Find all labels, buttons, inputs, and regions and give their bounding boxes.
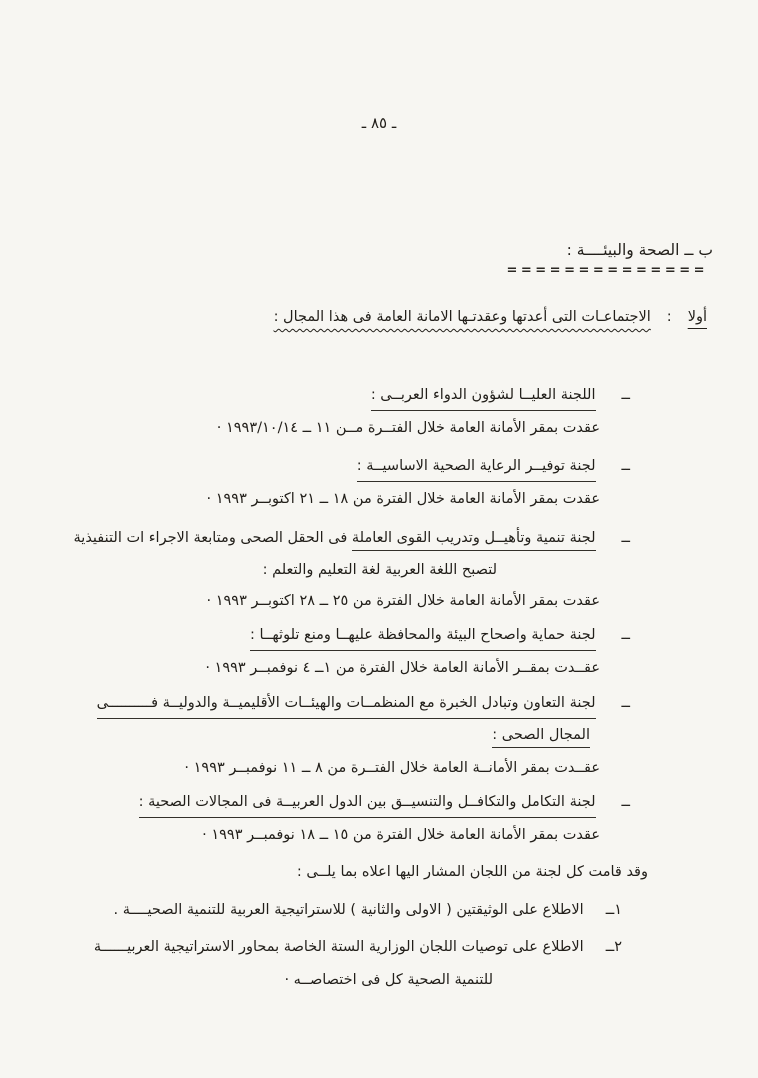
first-heading-separator: : bbox=[666, 309, 672, 325]
committee-2-meeting-info: عقدت بمقر الأمانة العامة خلال الفترة من ١٨ ــ ٢١ اكتوبــر ١٩٩٣ · bbox=[206, 491, 600, 507]
list-item-2-text: الاطلاع على توصيات اللجان الوزارية الستة الخاصة بمحاور الاستراتيجية العربيــــــة bbox=[93, 939, 584, 955]
dash-bullet: ــ bbox=[621, 530, 630, 546]
list-item-1-number: ١ــ bbox=[605, 902, 622, 918]
committee-3-meeting-info: عقدت بمقر الأمانة العامة خلال الفترة من ٢٥ ــ ٢٨ اكتوبــر ١٩٩٣ · bbox=[206, 593, 600, 609]
committee-5-title-line bbox=[97, 692, 630, 719]
committee-3-title-rest: فى الحقل الصحى ومتابعة الاجراء ات التنفيذية bbox=[73, 530, 348, 546]
dash-bullet: ــ bbox=[621, 458, 630, 474]
committee-3-title-line2: لتصبح اللغة العربية لغة التعليم والتعلم : bbox=[262, 562, 497, 578]
section-header-underline: ============== bbox=[506, 263, 708, 278]
committee-5-meeting-info: عقــدت بمقر الأمانــة العامة خلال الفتــرة من ٨ ــ ١١ نوفمبــر ١٩٩٣ · bbox=[184, 760, 600, 776]
committee-3-title-line bbox=[74, 527, 630, 549]
committee-1-meeting-info: عقدت بمقر الأمانة العامة خلال الفتــرة مــن ١١ ــ ١٩٩٣/١٠/١٤ · bbox=[216, 420, 600, 436]
list-item-2-text-line2: للتنمية الصحية كل فى اختصاصــه · bbox=[284, 972, 493, 988]
list-item-1 bbox=[114, 899, 623, 921]
committee-6-meeting-info: عقدت بمقر الأمانة العامة خلال الفترة من ١٥ ــ ١٨ نوفمبــر ١٩٩٣ · bbox=[202, 827, 600, 843]
committee-6-title-line bbox=[139, 791, 630, 818]
committee-5-title: لجنة التعاون وتبادل الخبرة مع المنظمــات والهيئــات الأقليميــة والدوليــة فــــــــــى bbox=[97, 692, 596, 719]
list-item-2 bbox=[94, 936, 622, 958]
committee-4-title: لجنة حماية واصحاح البيئة والمحافظة عليهــا ومنع تلوثهــا : bbox=[250, 624, 596, 651]
committee-4-meeting-info: عقــدت بمقــر الأمانة العامة خلال الفترة من ١ــ ٤ نوفمبــر ١٩٩٣ · bbox=[205, 660, 600, 676]
dash-bullet: ــ bbox=[621, 387, 630, 403]
committee-3-title bbox=[74, 527, 596, 549]
first-heading-text: الاجتماعـات التى أعدتها وعقدتـها الامانة العامة فى هذا المجال : bbox=[273, 309, 651, 325]
committee-2-title-line bbox=[357, 455, 630, 482]
committee-1-title-line bbox=[371, 384, 630, 411]
committee-2-title: لجنة توفيــر الرعاية الصحية الاساسيــة : bbox=[357, 455, 596, 482]
first-heading-label: أولا bbox=[687, 309, 707, 325]
first-heading bbox=[274, 306, 707, 328]
list-item-1-text: الاطلاع على الوثيقتين ( الاولى والثانية ) للاستراتيجية العربية للتنمية الصحيــــة . bbox=[113, 902, 584, 918]
page-number: ـ ٨٥ ـ bbox=[361, 114, 397, 132]
committee-3-title-underlined: لجنة تنمية وتأهيــل وتدريب القوى العاملة bbox=[352, 530, 596, 551]
dash-bullet: ــ bbox=[621, 695, 630, 711]
committee-6-title: لجنة التكامل والتكافــل والتنسيــق بين الدول العربيــة فى المجالات الصحية : bbox=[139, 791, 596, 818]
committee-1-title: اللجنة العليــا لشؤون الدواء العربــى : bbox=[371, 384, 596, 411]
list-item-2-number: ٢ــ bbox=[605, 939, 622, 955]
committee-4-title-line bbox=[250, 624, 630, 651]
committee-5-title-line2: المجال الصحى : bbox=[492, 724, 590, 746]
closing-paragraph: وقد قامت كل لجنة من اللجان المشار اليها اعلاه بما يلــى : bbox=[296, 864, 648, 880]
section-header: ب ــ الصحة والبيئــــة : bbox=[566, 241, 713, 259]
dash-bullet: ــ bbox=[621, 794, 630, 810]
dash-bullet: ــ bbox=[621, 627, 630, 643]
